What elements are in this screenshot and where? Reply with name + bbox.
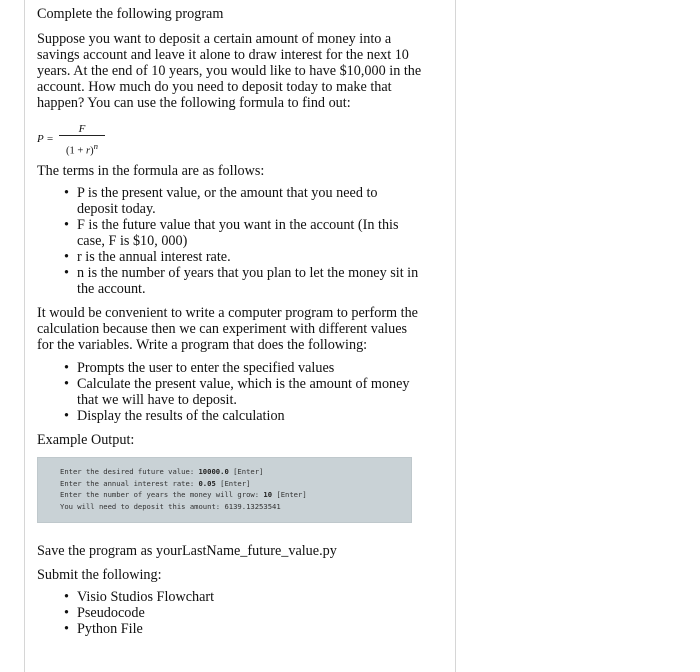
formula-exponent: n [93, 141, 98, 151]
example-heading: Example Output: [37, 432, 135, 448]
terms-heading: The terms in the formula are as follows: [37, 163, 265, 179]
list-item: • Prompts the user to enter the specified values [77, 360, 422, 376]
list-item: • Pseudocode [77, 605, 422, 621]
intro-paragraph: Suppose you want to deposit a certain amount of money into a savings account and leave it alone to draw interest for the next 10 years. At the end of 10 years, you would like to have $10,000 in the account. How much do you need to deposit today to make that happen? You can use the following formula to find out: [37, 31, 422, 111]
output-value: 0.05 [198, 478, 216, 488]
terms-list [37, 185, 422, 297]
page-title: Complete the following program [37, 6, 224, 22]
output-prompt: Enter the number of years the money will grow: [60, 490, 264, 499]
document-content [37, 0, 422, 645]
output-value: 10000.0 [198, 467, 229, 476]
output-line [60, 478, 401, 490]
output-line [60, 466, 401, 478]
output-line [60, 501, 401, 513]
fraction-bar [59, 135, 105, 136]
program-steps-list [37, 360, 422, 424]
denominator-rate: r [85, 145, 91, 157]
formula-numerator: F [78, 123, 86, 135]
output-suffix: [Enter] [215, 478, 251, 488]
output-suffix: [Enter] [228, 467, 264, 476]
output-prompt: Enter the desired future value: [60, 467, 199, 476]
list-item: • n is the number of years that you plan to let the money sit in the account. [77, 265, 422, 297]
denominator-close: ) [90, 145, 94, 157]
output-line [60, 489, 401, 501]
formula-lhs: P = [37, 133, 54, 145]
list-item: • Display the results of the calculation [77, 408, 422, 424]
list-item: • F is the future value that you want in the account (In this case, F is $10, 000) [77, 217, 422, 249]
output-prompt: You will need to deposit this amount: [60, 501, 225, 511]
output-value: 10 [263, 490, 273, 499]
save-instruction: Save the program as yourLastName_future_value.py [37, 543, 337, 559]
list-item: • Python File [77, 621, 422, 637]
list-item: • r is the annual interest rate. [77, 249, 422, 265]
output-value: 6139.13253541 [224, 501, 281, 511]
formula-denominator [59, 138, 105, 160]
present-value-formula [37, 121, 422, 155]
formula-fraction [59, 121, 105, 160]
output-prompt: Enter the annual interest rate: [60, 478, 199, 488]
program-intro: It would be convenient to write a computer program to perform the calculation because then we can experiment with different values for the variables. Write a program that does the following: [37, 305, 418, 353]
submit-list [37, 589, 422, 637]
example-output-box [37, 457, 412, 523]
submit-heading: Submit the following: [37, 567, 162, 583]
denominator-base: (1 + [66, 145, 86, 157]
output-suffix: [Enter] [272, 490, 307, 499]
list-item: • Visio Studios Flowchart [77, 589, 422, 605]
list-item: • Calculate the present value, which is the amount of money that we will have to deposit. [77, 376, 422, 408]
list-item: • P is the present value, or the amount that you need to deposit today. [77, 185, 422, 217]
